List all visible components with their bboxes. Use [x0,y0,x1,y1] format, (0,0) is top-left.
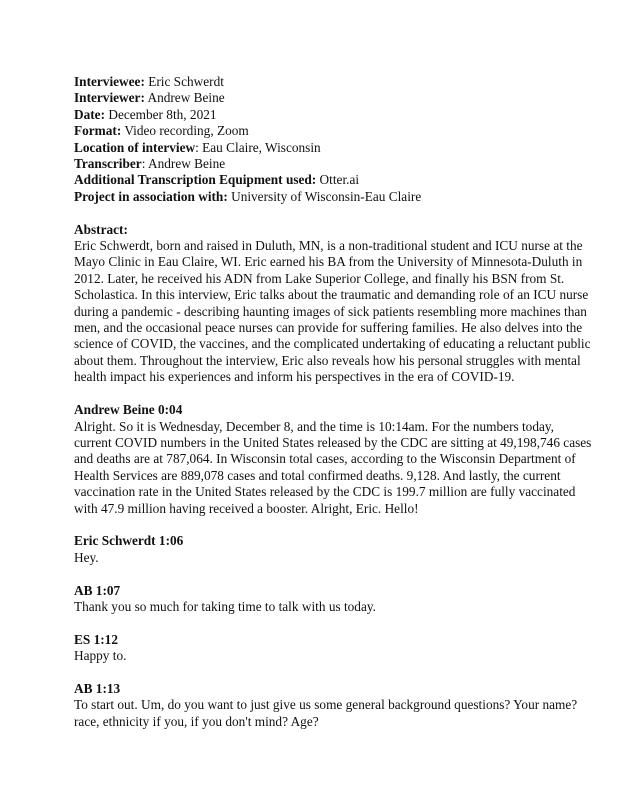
speaker-timestamp: AB 1:07 [74,582,121,598]
abstract-line: during a pandemic - describing haunting images of sick patients resembling more machines than [74,303,587,319]
abstract-line: Eric Schwerdt, born and raised in Duluth, MN, is a non-traditional student and ICU nurse at the [74,238,583,254]
abstract-line: 2012. Later, he received his ADN from Lake Superior College, and finally his BSN from St. [74,270,565,286]
transcript-line: and deaths are at 787,064. In Wisconsin total cases, according to the Wisconsin Department of [74,451,576,467]
metadata-value: Andrew Beine [144,90,225,106]
metadata-label: Additional Transcription Equipment used: [74,172,317,188]
metadata-row [74,90,554,106]
metadata-row [74,74,554,90]
transcript-line: Thank you so much for taking time to talk with us today. [74,598,376,614]
metadata-row [74,107,554,123]
metadata-label: Location of interview [74,139,196,155]
metadata-value: December 8th, 2021 [105,106,217,122]
transcript [74,386,592,730]
abstract-line: health impact his experiences and inform his perspectives in the era of COVID-19. [74,369,515,385]
metadata-row [74,123,554,139]
transcript-line: Health Services are 889,078 cases and total confirmed deaths. 9,128. And lastly, the current [74,467,561,483]
metadata-value: : Andrew Beine [141,156,226,172]
metadata-label: Format: [74,123,122,139]
abstract-line: science of COVID, the vaccines, and the complicated undertaking of educating a reluctant public [74,336,591,352]
document-page [74,74,592,730]
transcript-entry [74,632,554,665]
metadata-label: Interviewer: [74,90,145,106]
transcript-line: current COVID numbers in the United States released by the CDC are sitting at 49,198,746 cases [74,434,592,450]
abstract-section [74,221,591,386]
abstract-line: about them. Throughout the interview, Eric also reveals how his personal struggles with mental [74,352,581,368]
abstract-line: men, and the occasional peace nurses can provide for suffering families. He also delves into the [74,320,583,336]
transcript-line: To start out. Um, do you want to just give us some general background questions? Your name? [74,697,578,713]
metadata-label: Interviewee: [74,74,145,89]
transcript-line: with 47.9 million having received a booster. Alright, Eric. Hello! [74,500,419,516]
transcript-entry [74,533,554,566]
speaker-timestamp: ES 1:12 [74,631,118,647]
interview-metadata [74,74,554,205]
metadata-row [74,140,554,156]
transcript-line: Alright. So it is Wednesday, December 8, and the time is 10:14am. For the numbers today, [74,418,554,434]
metadata-row [74,189,554,205]
metadata-row [74,156,554,172]
transcript-entry [74,680,578,730]
abstract-line: Mayo Clinic in Eau Claire, WI. Eric earned his BA from the University of Minnesota-Duluth in [74,254,583,270]
abstract-line: Scholastica. In this interview, Eric talks about the traumatic and demanding role of an ICU nurse [74,287,589,303]
transcript-line: race, ethnicity if you, if you don't mind? Age? [74,713,319,729]
metadata-value: Eric Schwerdt [144,74,224,89]
metadata-value: University of Wisconsin-Eau Claire [227,188,422,204]
metadata-row [74,172,554,188]
metadata-label: Date: [74,106,106,122]
transcript-line: Hey. [74,549,99,565]
speaker-timestamp: Eric Schwerdt 1:06 [74,533,184,549]
speaker-timestamp: Andrew Beine 0:04 [74,402,183,418]
speaker-timestamp: AB 1:13 [74,680,121,696]
metadata-value: Otter.ai [316,172,360,188]
abstract-heading: Abstract: [74,221,128,237]
metadata-label: Project in association with: [74,188,228,204]
transcript-entry [74,583,554,616]
metadata-value: : Eau Claire, Wisconsin [195,139,321,155]
metadata-value: Video recording, Zoom [121,123,249,139]
transcript-line: Happy to. [74,648,127,664]
metadata-label: Transcriber [74,156,142,172]
transcript-entry [74,402,592,517]
transcript-line: vaccination rate in the United States released by the CDC is 199.7 million are fully vaccinated [74,484,576,500]
